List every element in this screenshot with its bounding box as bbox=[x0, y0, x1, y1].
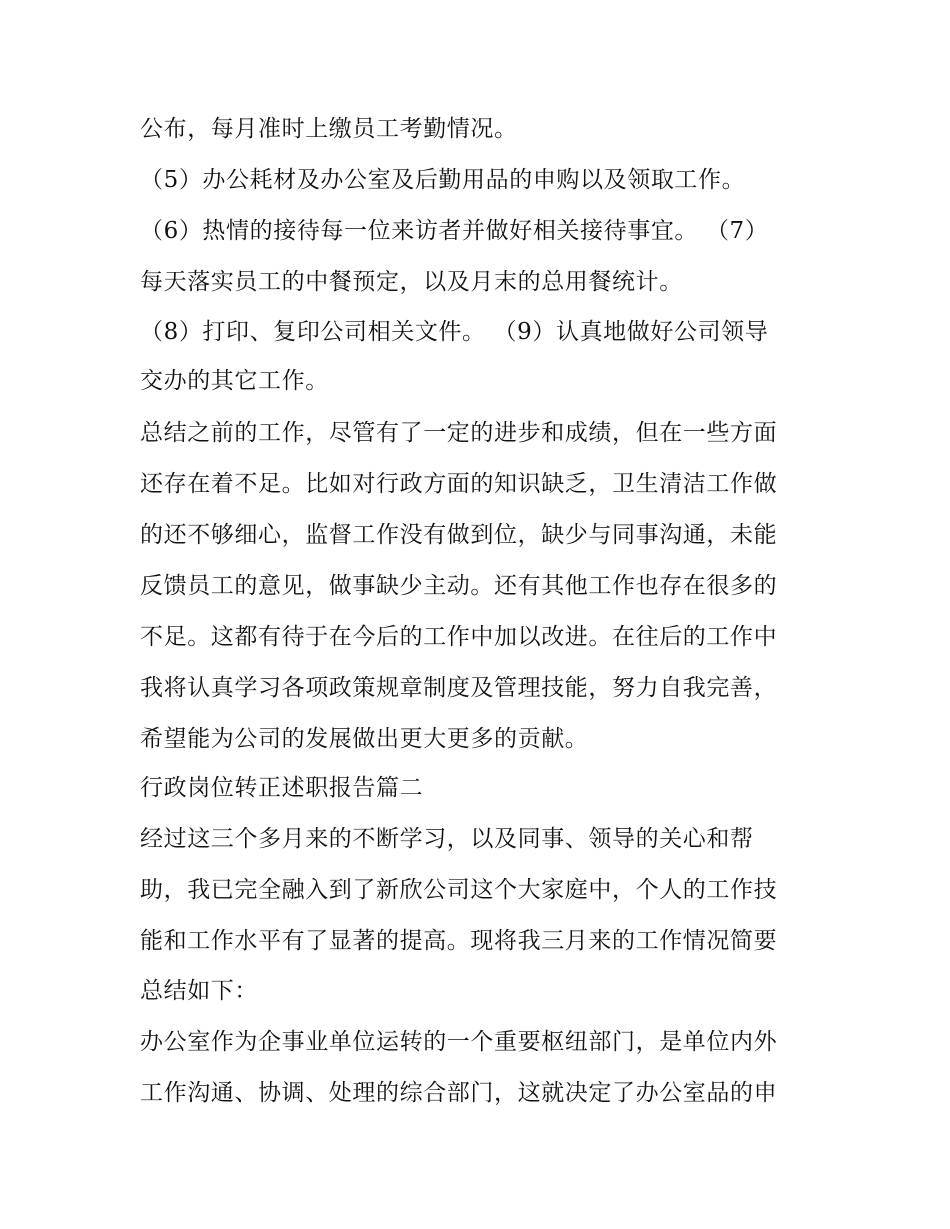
text-line: 能和工作水平有了显著的提高。现将我三月来的工作情况简要 bbox=[140, 928, 778, 954]
text-line: （5）办公耗材及办公室及后勤用品的申购以及领取工作。 bbox=[140, 167, 746, 193]
section-heading: 行政岗位转正述职报告篇二 bbox=[140, 775, 424, 801]
text-line: 经过这三个多月来的不断学习，以及同事、领导的关心和帮 bbox=[140, 826, 754, 852]
text-line: 希望能为公司的发展做出更大更多的贡献。 bbox=[140, 726, 589, 752]
text-line: 总结如下： bbox=[140, 978, 258, 1004]
text-line: 总结之前的工作，尽管有了一定的进步和成绩，但在一些方面 bbox=[140, 420, 778, 446]
text-line: （8）打印、复印公司相关文件。 （9）认真地做好公司领导 bbox=[140, 319, 769, 345]
text-line: 工作沟通、协调、处理的综合部门，这就决定了办公室品的申 bbox=[140, 1080, 778, 1106]
text-line: 助，我已完全融入到了新欣公司这个大家庭中，个人的工作技 bbox=[140, 877, 778, 903]
text-line: 反馈员工的意见，做事缺少主动。还有其他工作也存在很多的 bbox=[140, 573, 778, 599]
text-line: （6）热情的接待每一位来访者并做好相关接待事宜。 （7） bbox=[140, 218, 769, 244]
text-line: 我将认真学习各项政策规章制度及管理技能，努力自我完善， bbox=[140, 675, 778, 701]
text-line: 公布，每月准时上缴员工考勤情况。 bbox=[140, 116, 518, 142]
text-line: 每天落实员工的中餐预定，以及月末的总用餐统计。 bbox=[140, 269, 683, 295]
text-line: 不足。这都有待于在今后的工作中加以改进。在往后的工作中 bbox=[140, 624, 778, 650]
text-line: 交办的其它工作。 bbox=[140, 368, 329, 394]
text-line: 的还不够细心，监督工作没有做到位，缺少与同事沟通，未能 bbox=[140, 522, 778, 548]
text-line: 办公室作为企事业单位运转的一个重要枢纽部门，是单位内外 bbox=[140, 1029, 778, 1055]
text-line: 还存在着不足。比如对行政方面的知识缺乏，卫生清洁工作做 bbox=[140, 471, 778, 497]
